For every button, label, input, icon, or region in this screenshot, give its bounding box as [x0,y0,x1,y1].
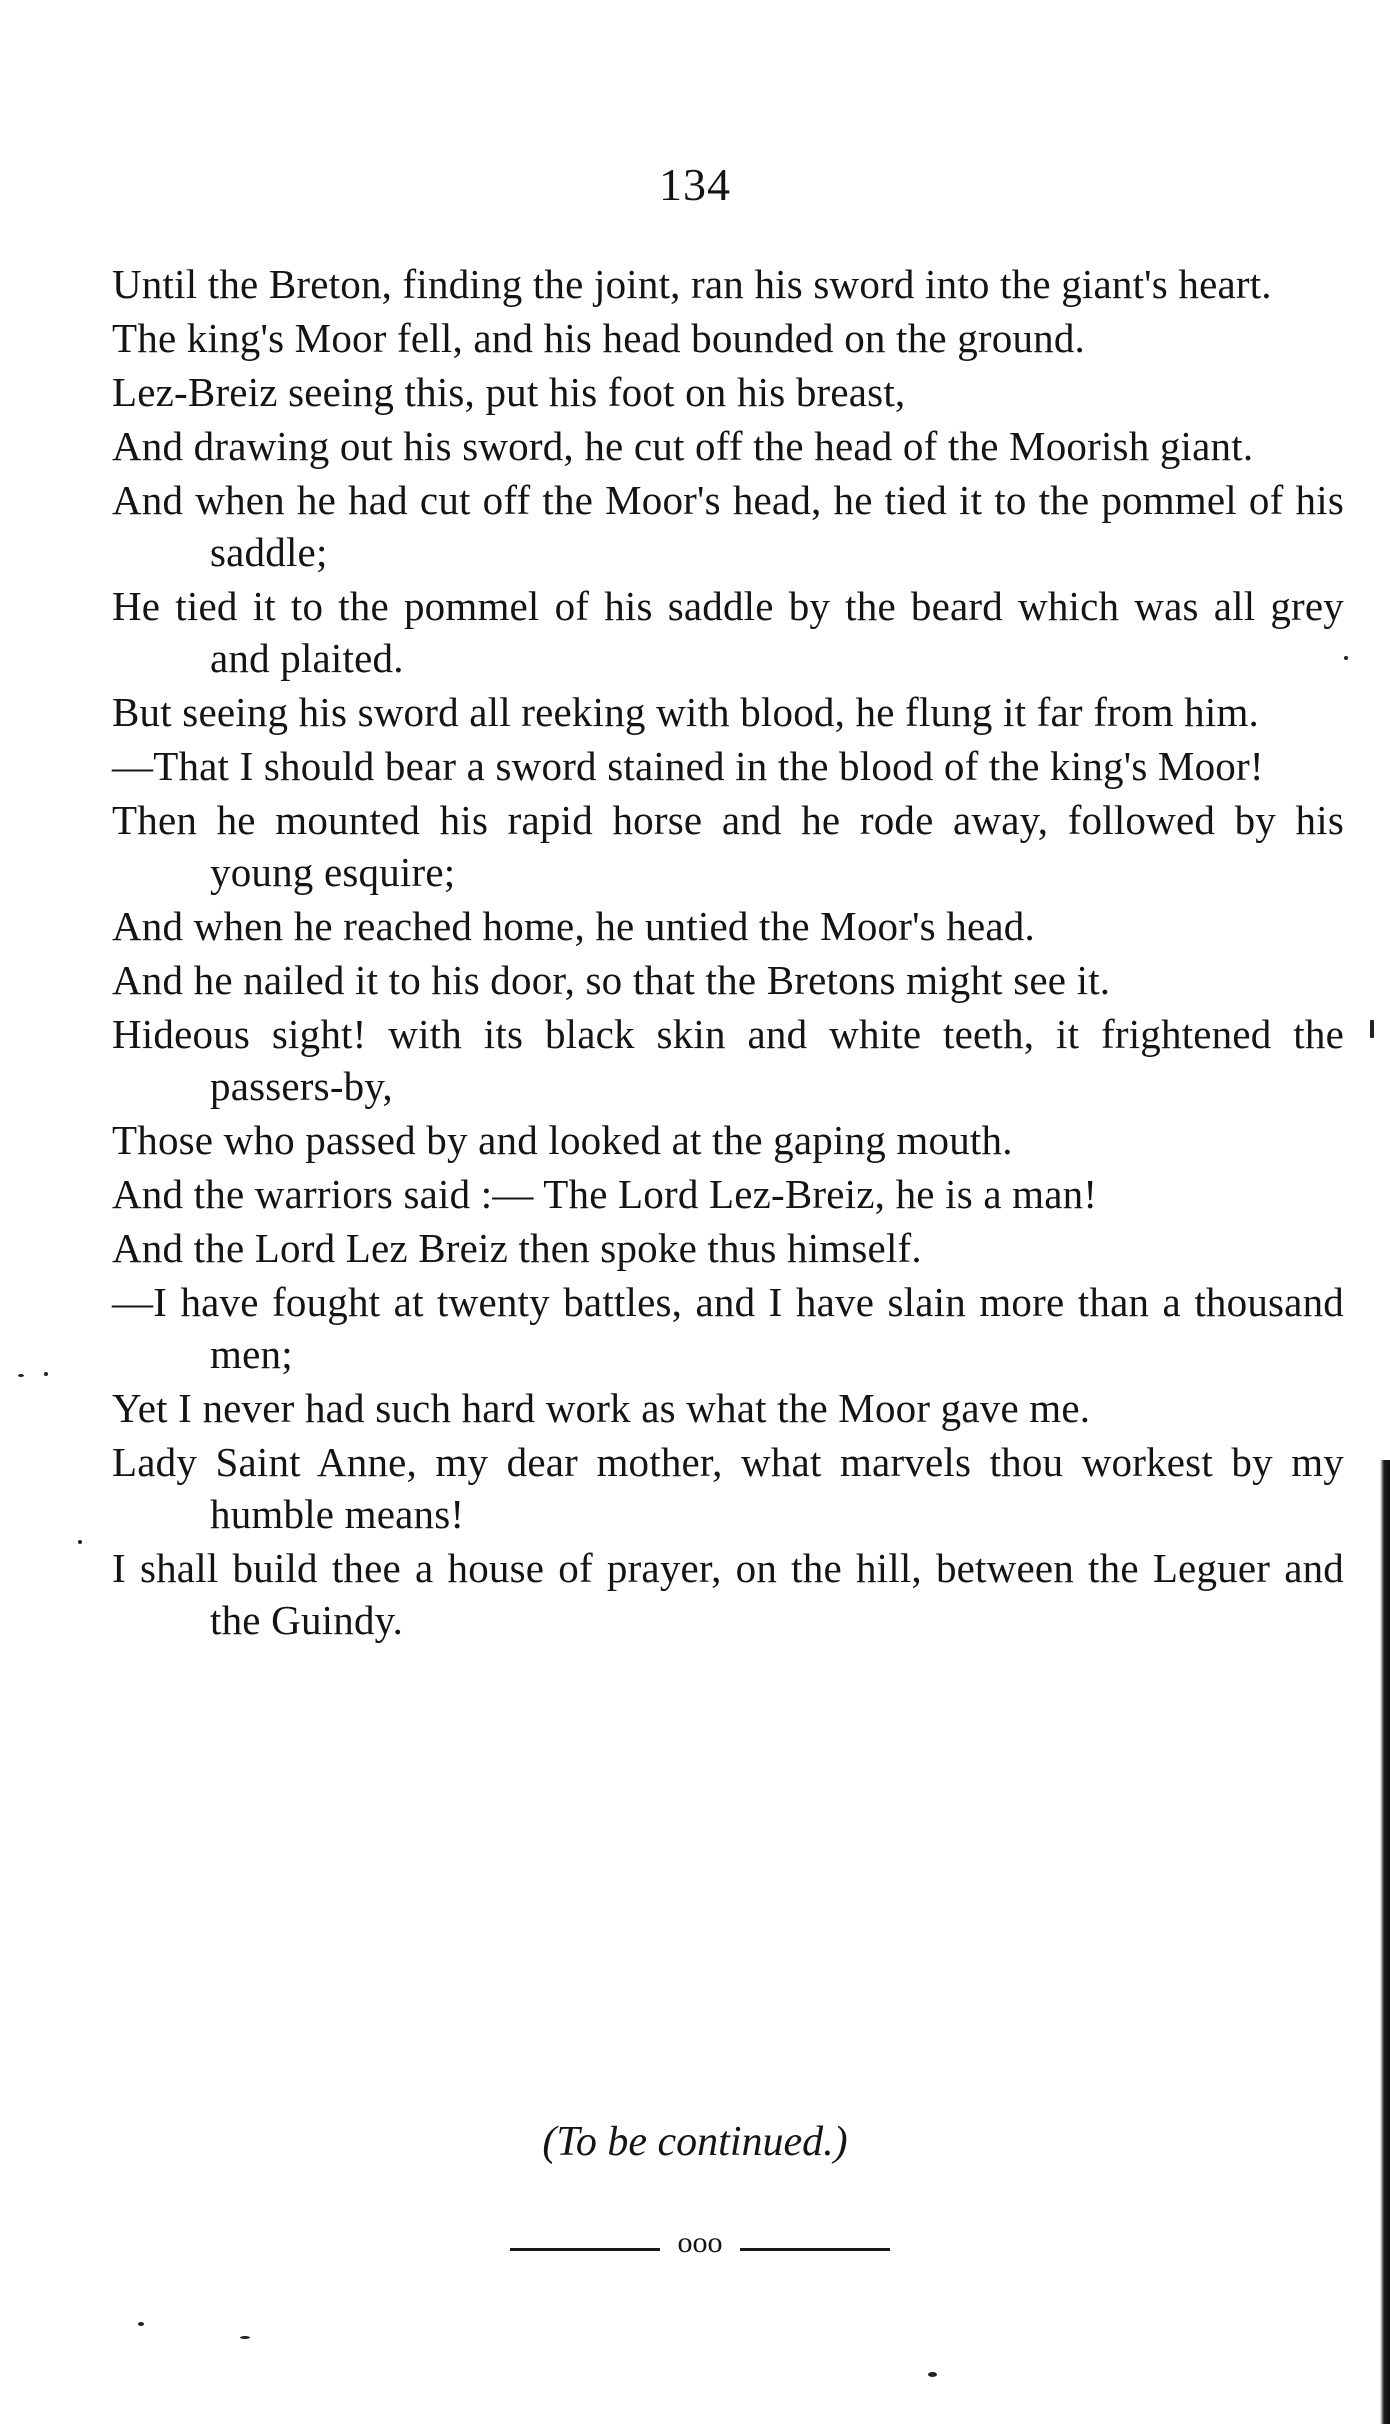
poem-line: Yet I never had such hard work as what the Moor gave me. [112,1385,1091,1431]
poem-line: And drawing out his sword, he cut off the head of the Moorish giant. [112,423,1254,469]
poem-line: He tied it to the pommel of his saddle by the beard which was all grey and plaited. [112,583,1344,681]
poem-line: And when he had cut off the Moor's head, he tied it to the pommel of his saddle; [112,477,1344,575]
print-speck [138,2322,144,2326]
poem-line: And the warriors said :— The Lord Lez-Breiz, he is a man! [112,1171,1098,1217]
page-number: 134 [659,159,731,210]
ornament-rule-right [740,2248,890,2251]
poem-line: And the Lord Lez Breiz then spoke thus himself. [112,1225,922,1271]
to-be-continued-note: (To be continued.) [542,2119,848,2165]
poem-line: Lez-Breiz seeing this, put his foot on his breast, [112,369,906,415]
section-end-ornament [510,2226,890,2260]
ornament-rule-left [510,2248,660,2251]
print-speck [1344,656,1348,660]
poem-line: Then he mounted his rapid horse and he rode away, followed by his young esquire; [112,797,1344,895]
poem-line: But seeing his sword all reeking with blood, he flung it far from him. [112,689,1260,735]
poem-line: Hideous sight! with its black skin and white teeth, it frightened the passers-by, [112,1011,1344,1109]
poem-line: Those who passed by and looked at the gaping mouth. [112,1117,1013,1163]
print-speck [928,2372,937,2377]
print-speck [78,1540,82,1544]
poem-line: Lady Saint Anne, my dear mother, what marvels thou workest by my humble means! [112,1439,1344,1537]
print-speck [44,1372,48,1376]
print-speck [18,1374,24,1377]
poem-line: Until the Breton, finding the joint, ran his sword into the giant's heart. [112,261,1272,307]
poem-line: —That I should bear a sword stained in the blood of the king's Moor! [112,743,1264,789]
poem-line: And he nailed it to his door, so that the Bretons might see it. [112,957,1111,1003]
print-speck [1370,1020,1374,1038]
poem-line: I shall build thee a house of prayer, on the hill, between the Leguer and the Guindy. [112,1545,1344,1643]
print-speck [240,2336,250,2339]
poem-line: —I have fought at twenty battles, and I have slain more than a thousand men; [112,1279,1344,1377]
poem-line: And when he reached home, he untied the Moor's head. [112,903,1035,949]
ornament-mark: ooo [677,2226,723,2259]
poem-line: The king's Moor fell, and his head bounded on the ground. [112,315,1085,361]
page-binding-edge [1380,1460,1390,2424]
poem-text [112,258,1344,1648]
